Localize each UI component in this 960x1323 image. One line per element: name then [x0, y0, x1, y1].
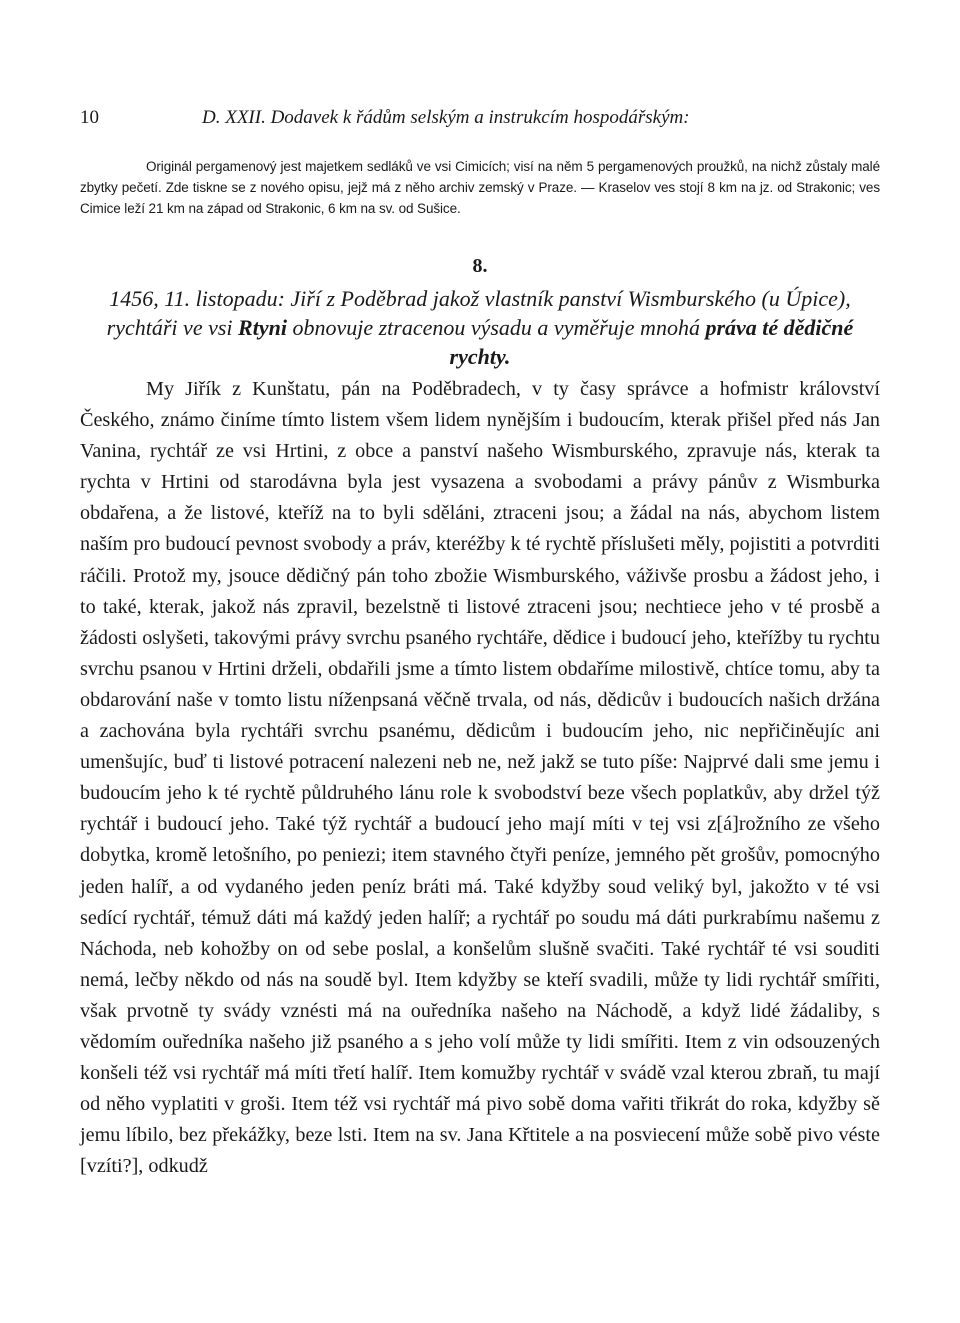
- document-body-text: My Jiřík z Kunštatu, pán na Poděbradech, v ty časy správce a hofmistr království Českého, známo činíme tímto listem všem lidem nynějším i budoucím, kterak přišel před nás Jan Vanina, rychtář ze vsi Hrtini, z obce a panství našeho Wismburského, zpravuje nás, kterak ta rychta v Hrtini od starodávna byla jest vysazena a svobodami a právy pánův z Wismburka obdařena, a že listové, kteříž na to byli sděláni, ztraceni jsou; a žádal na nás, abychom listem naším pro budoucí pevnost svobody a práv, kteréžby k té rychtě příslušeti měly, pojistiti a potvrditi ráčili. Protož my, jsouce dědičný pán toho zbožie Wismburského, váživše prosbu a žádost jeho, i to také, kterak, jakož nás zpravil, bezelstně ti listové ztraceni jsou; nechtiece jeho v té prosbě a žádosti oslyšeti, takovými právy svrchu psaného rychtáře, dědice i budoucí jeho, kteřížby tu rychtu svrchu psanou v Hrtini drželi, obdařili jsme a tímto listem obdaříme milostivě, chtíce tomu, aby ta obdarování naše v tomto listu níženpsaná věčně trvala, od nás, dědicův i budoucích našich držána a zachována byla rychtáři svrchu psanému, dědicům i budoucím jeho, nic nepřičiněujíc ani umenšujíc, buď ti listové potracení nalezeni neb ne, než jakž se tuto píše: Najprvé dali sme jemu i budoucím jeho k té rychtě půldruhého lánu role k svobodství beze všech poplatkův, aby držel týž rychtář i budoucí jeho. Také týž rychtář a budoucí jeho mají míti v tej vsi z[á]rožního ze všeho dobytka, kromě letošního, po peniezi; item stavného čtyři peníze, jemného pět grošův, pomocnýho jeden halíř, a od vydaného jeden peníz bráti má. Také kdyžby soud veliký byl, jakožto v té vsi sedící rychtář, témuž dáti má každý jeden halíř; a rychtář po soudu má dáti purkrabímu našemu z Náchoda, neb kohožby on od sebe poslal, a konšelům slušně svačiti. Také rychtář té vsi souditi nemá, lečby někdo od nás na soudě byl. Item kdyžby se kteří svadili, může ty lidi rychtář smířiti, však prvotně ty svády vznésti má na ouředníka našeho na Náchodě, a když lidé žádaliby, s vědomím ouředníka našeho již psaného a s jeho volí může ty lidi smířiti. Item z vin odsouzených konšeli též vsi rychtář má míti třetí halíř. Item komužby rychtář v svádě vzal kterou zbraň, tu mají od něho vyplatiti v groši. Item též vsi rychtář má pivo sobě doma vařiti třikrát do roka, kdyžby sě jemu líbilo, bez překážky, beze lsti. Item na sv. Jana Křtitele a na posviecení může sobě pivo véste [vzíti?], odkudž: [80, 378, 880, 1178]
- document-heading: [80, 284, 880, 371]
- running-head: [80, 104, 880, 132]
- document-number: 8.: [472, 255, 488, 277]
- heading-part-1: 1456, 11. listopadu: Jiří z Poděbrad jakož vlastník panství Wismburského (u Úpice), rychtáři ve vsi: [106, 286, 851, 340]
- running-title: D. XXII. Dodavek k řádům selským a instrukcím hospodářským:: [202, 107, 690, 128]
- heading-part-2: obnovuje ztracenou výsadu a vyměřuje mnohá: [286, 315, 706, 340]
- document-page: [80, 0, 880, 1323]
- source-note: Originál pergamenový jest majetkem sedláků ve vsi Cimicích; visí na něm 5 pergamenových proužků, na nichž zůstaly malé zbytky pečetí. Zde tiskne se z nového opisu, jejž má z něho archiv zemský v Praze. — Kraselov ves stojí 8 km na jz. od Strakonic; ves Cimice leží 21 km na západ od Strakonic, 6 km na sv. od Sušice.: [80, 159, 880, 216]
- page-number: 10: [80, 107, 99, 128]
- heading-emphasis: práva té dědičné rychty.: [449, 315, 854, 369]
- heading-place-name: Rtyni: [238, 315, 287, 340]
